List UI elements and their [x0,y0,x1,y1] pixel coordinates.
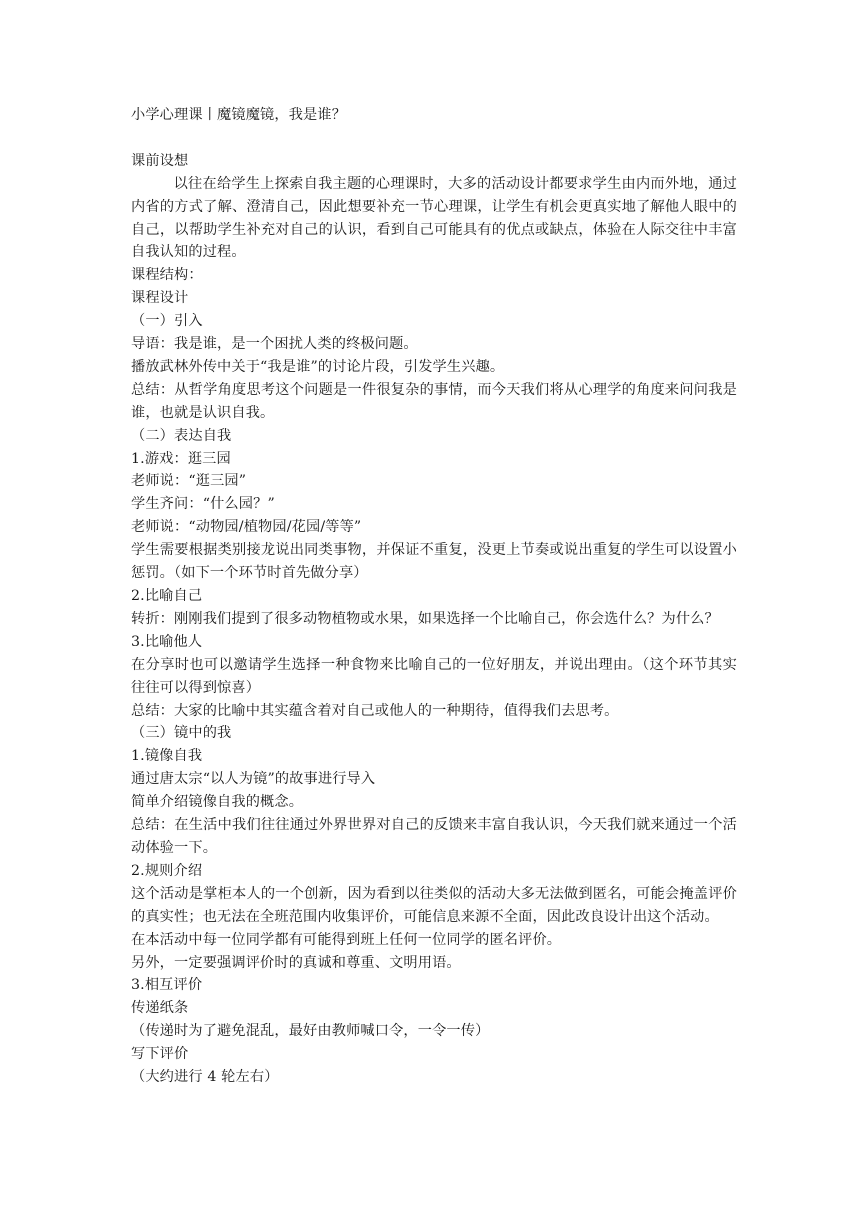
paragraph: 在本活动中每一位同学都有可能得到班上任何一位同学的匿名评价。 [131,931,562,948]
paragraph: 1.游戏：逛三园 [131,450,231,467]
paragraph: 学生需要根据类别接龙说出同类事物，并保证不重复，没更上节奏或说出重复的学生可以设置小惩罚。（如下一个环节时首先做分享） [131,542,737,582]
paragraph: 3.相互评价 [131,977,203,994]
paragraph: 课程结构： [131,267,203,284]
document-title: 小学心理课丨魔镜魔镜，我是谁？ [131,107,347,123]
paragraph: 1.镜像自我 [131,748,203,765]
paragraph: 老师说：“逛三园” [131,473,247,490]
paragraph: （一）引入 [131,313,203,330]
paragraph: 总结：大家的比喻中其实蕴含着对自己或他人的一种期待，值得我们去思考。 [131,702,619,719]
paragraph: 转折：刚刚我们提到了很多动物植物或水果，如果选择一个比喻自己，你会选什么？为什么？ [131,610,719,627]
paragraph: 以往在给学生上探索自我主题的心理课时，大多的活动设计都要求学生由内而外地，通过内省的方式了解、澄清自己，因此想要补充一节心理课，让学生有机会更真实地了解他人眼中的自己，以帮助学生补充对自己的认识，看到自己可能具有的优点或缺点，体验在人际交往中丰富自我认知的过程。 [131,175,737,261]
paragraph: 这个活动是掌柜本人的一个创新，因为看到以往类似的活动大多无法做到匿名，可能会掩盖评价的真实性；也无法在全班范围内收集评价，可能信息来源不全面，因此改良设计出这个活动。 [131,885,737,925]
paragraph: 总结：在生活中我们往往通过外界世界对自己的反馈来丰富自我认识，今天我们就来通过一个活动体验一下。 [131,817,737,856]
paragraph: 2.规则介绍 [131,862,203,879]
paragraph: （二）表达自我 [131,427,232,444]
paragraph: （三）镜中的我 [131,725,232,742]
paragraph: 总结：从哲学角度思考这个问题是一件很复杂的事情，而今天我们将从心理学的角度来问问我是谁，也就是认识自我。 [131,381,737,421]
paragraph: 传递纸条 [131,1000,189,1017]
paragraph: （传递时为了避免混乱，最好由教师喊口令，一令一传） [131,1023,490,1040]
paragraph: 简单介绍镜像自我的概念。 [131,794,304,811]
paragraph: 写下评价 [131,1046,189,1063]
paragraph: 课前设想 [131,152,189,169]
paragraph: 老师说：“动物园/植物园/花园/等等” [131,519,362,536]
paragraph: （大约进行 4 轮左右） [131,1069,279,1086]
document-body [131,104,737,1089]
paragraph: 学生齐问：“什么园？” [131,496,275,513]
paragraph: 2.比喻自己 [131,588,203,605]
paragraph: 播放武林外传中关于“我是谁”的讨论片段，引发学生兴趣。 [131,358,505,375]
paragraph: 通过唐太宗“以人为镜”的故事进行导入 [131,771,376,788]
paragraph: 课程设计 [131,290,189,307]
paragraph: 在分享时也可以邀请学生选择一种食物来比喻自己的一位好朋友，并说出理由。（这个环节其实往往可以得到惊喜） [131,656,737,696]
paragraph: 3.比喻他人 [131,633,203,650]
paragraph-list [131,150,737,1089]
paragraph: 另外，一定要强调评价时的真诚和尊重、文明用语。 [131,954,461,971]
paragraph: 导语：我是谁，是一个困扰人类的终极问题。 [131,336,418,353]
